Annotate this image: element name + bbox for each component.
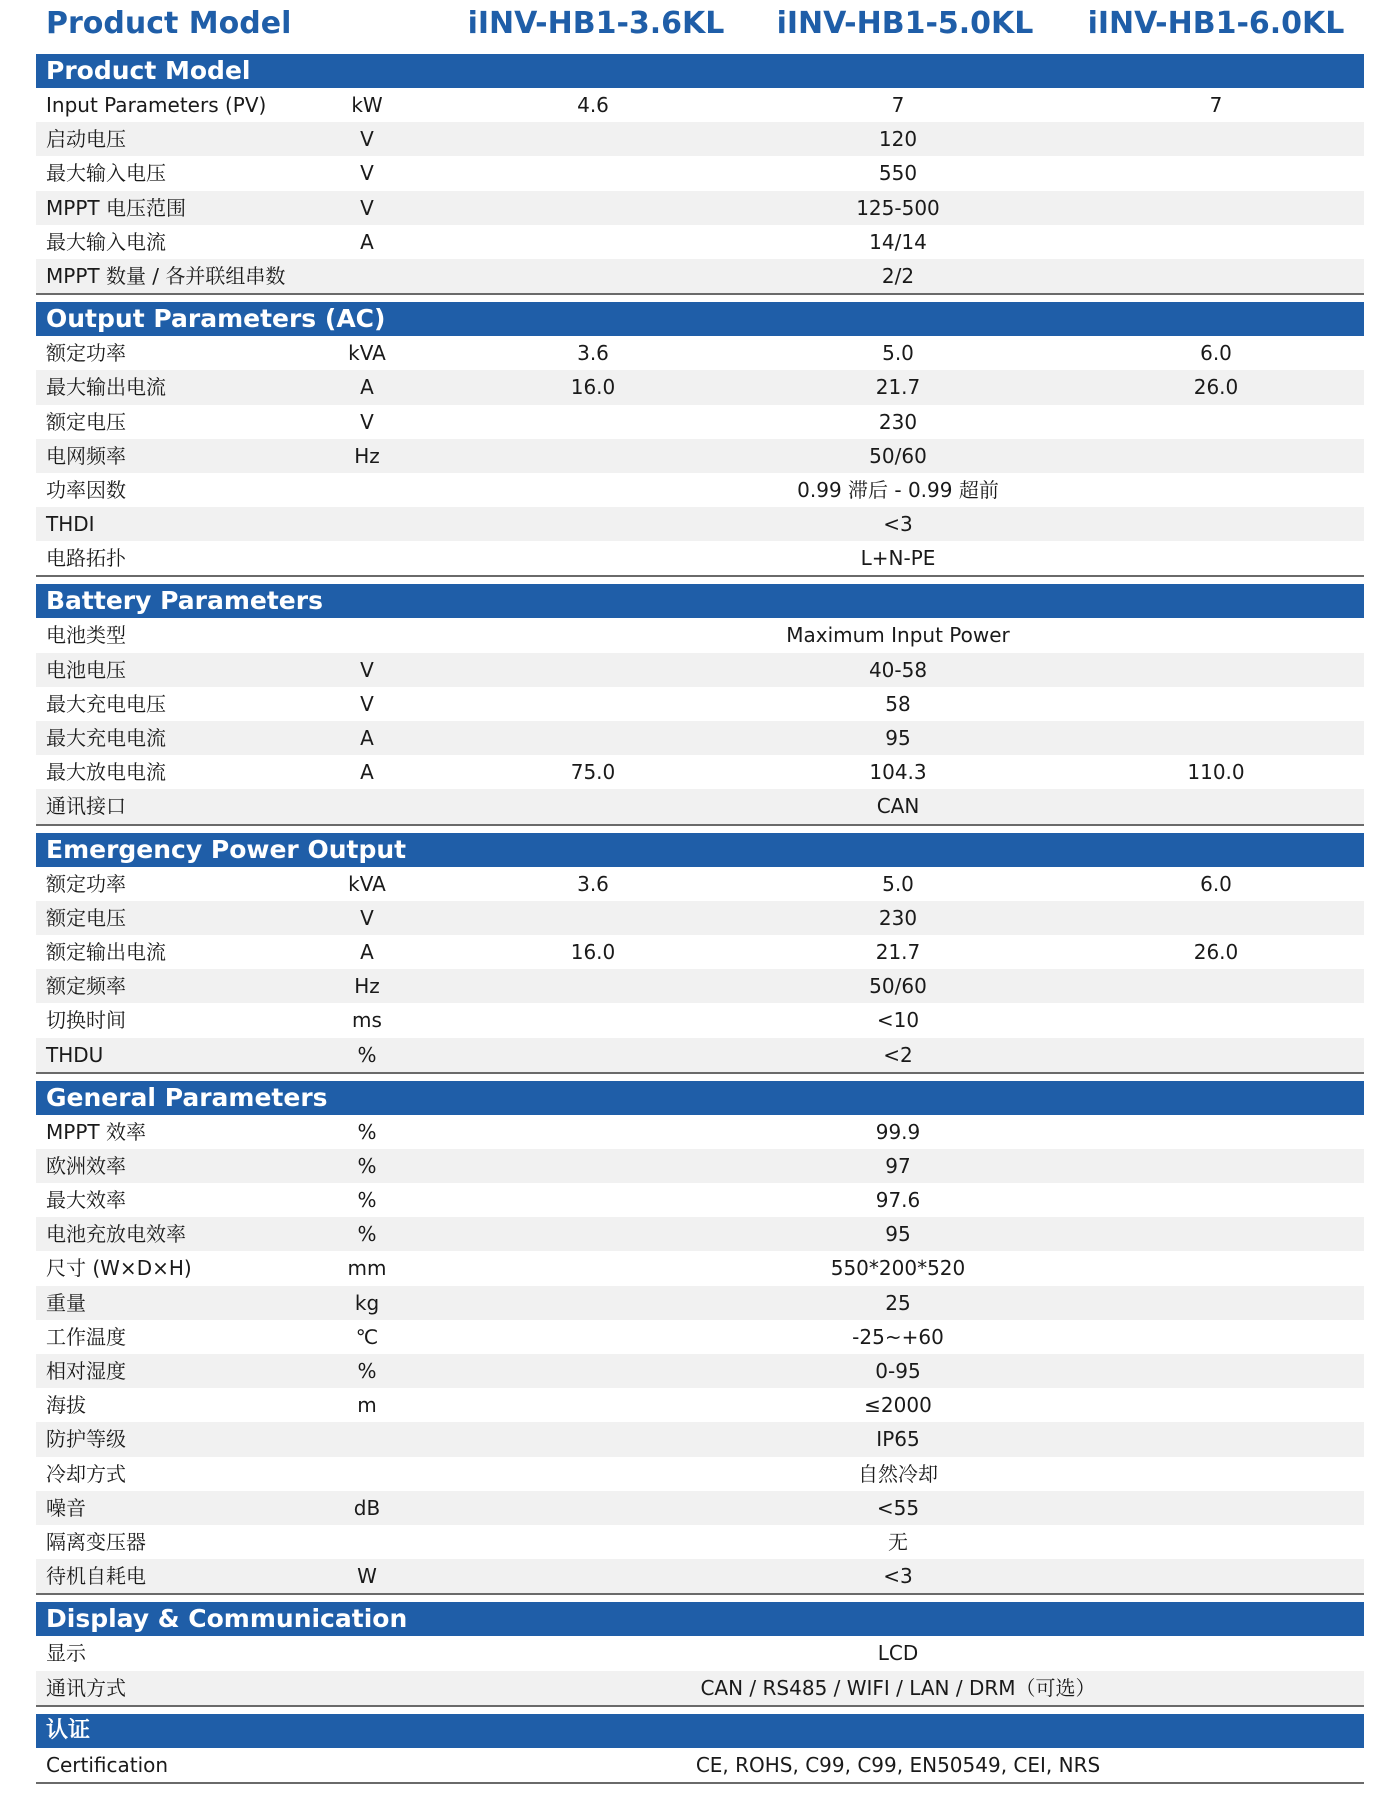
model-name-1: iINV-HB1-3.6KL xyxy=(467,6,725,41)
row-value-merged: LCD xyxy=(877,1641,919,1666)
row-label: 最大放电电流 xyxy=(46,760,166,785)
model-name-2: iINV-HB1-5.0KL xyxy=(776,6,1034,41)
row-label: 最大输出电流 xyxy=(46,375,166,400)
row-label: 最大充电电流 xyxy=(46,726,166,750)
row-label: 欧洲效率 xyxy=(46,1153,126,1178)
row-value-3: 26.0 xyxy=(1193,939,1239,964)
row-label: 最大输入电压 xyxy=(46,161,166,186)
row-label: 额定功率 xyxy=(46,341,126,366)
section-divider xyxy=(36,1593,1364,1595)
spec-row xyxy=(36,1320,1364,1354)
row-unit: V xyxy=(360,195,374,220)
row-value-2: 21.7 xyxy=(875,375,921,400)
row-label: 海拔 xyxy=(46,1393,86,1418)
spec-row xyxy=(36,370,1364,404)
spec-row xyxy=(36,259,1364,293)
row-label: 切换时间 xyxy=(46,1008,126,1033)
row-label: 噪音 xyxy=(46,1495,86,1520)
row-value-merged: 40-58 xyxy=(868,657,928,682)
row-unit: V xyxy=(360,691,374,716)
spec-row xyxy=(36,1183,1364,1217)
spec-row xyxy=(36,1388,1364,1422)
row-label: 电网频率 xyxy=(46,443,126,468)
row-value-3: 110.0 xyxy=(1187,760,1245,785)
row-value-3: 6.0 xyxy=(1200,341,1232,366)
row-unit: mm xyxy=(347,1256,387,1281)
spec-row xyxy=(36,1217,1364,1251)
spec-row xyxy=(36,1671,1364,1705)
row-value-merged: IP65 xyxy=(876,1427,920,1452)
row-unit: V xyxy=(360,409,374,434)
row-unit: % xyxy=(357,1153,377,1178)
section-divider xyxy=(36,1782,1364,1784)
row-label: 启动电压 xyxy=(46,127,126,152)
row-value-2: 21.7 xyxy=(875,939,921,964)
row-unit: kg xyxy=(354,1290,380,1315)
row-label: 额定输出电流 xyxy=(46,939,166,964)
row-value-2: 7 xyxy=(891,93,905,117)
row-value-merged: ≤2000 xyxy=(864,1393,932,1418)
row-value-merged: <10 xyxy=(876,1008,920,1033)
spec-row xyxy=(36,88,1364,122)
row-value-merged: 125-500 xyxy=(856,195,940,220)
header-title: Product Model xyxy=(46,6,292,41)
row-value-merged: 无 xyxy=(888,1529,908,1554)
row-unit: A xyxy=(360,939,374,964)
row-value-3: 7 xyxy=(1209,93,1223,117)
row-value-merged: Maximum Input Power xyxy=(786,623,1010,648)
row-unit: V xyxy=(360,657,374,682)
row-label: THDU xyxy=(46,1042,104,1067)
spec-row xyxy=(36,225,1364,259)
spec-row xyxy=(36,439,1364,473)
spec-row xyxy=(36,653,1364,687)
spec-row xyxy=(36,969,1364,1003)
row-value-merged: 95 xyxy=(885,1222,911,1247)
spec-row xyxy=(36,1003,1364,1037)
row-unit: % xyxy=(357,1119,377,1144)
row-value-merged: 120 xyxy=(878,127,918,152)
row-label: 隔离变压器 xyxy=(46,1529,146,1554)
row-value-merged: 550 xyxy=(878,161,918,186)
spec-row xyxy=(36,473,1364,507)
row-label: MPPT 电压范围 xyxy=(46,195,186,220)
spec-row xyxy=(36,336,1364,370)
row-label: 相对湿度 xyxy=(46,1359,126,1383)
row-unit: % xyxy=(357,1188,377,1213)
section-divider xyxy=(36,1705,1364,1707)
row-label: 尺寸 (W×D×H) xyxy=(46,1256,192,1281)
section-header: Emergency Power Output xyxy=(36,833,1364,867)
spec-row xyxy=(36,1038,1364,1072)
row-label: THDI xyxy=(46,512,95,537)
spec-row xyxy=(36,541,1364,575)
spec-row xyxy=(36,901,1364,935)
spec-row xyxy=(36,789,1364,823)
row-value-1: 16.0 xyxy=(570,375,616,400)
spec-table xyxy=(36,54,1364,1784)
row-value-merged: CAN xyxy=(876,794,920,819)
row-unit: V xyxy=(360,161,374,186)
row-label: 冷却方式 xyxy=(46,1461,126,1486)
row-value-merged: <55 xyxy=(876,1495,920,1520)
row-value-3: 26.0 xyxy=(1193,375,1239,400)
spec-row xyxy=(36,507,1364,541)
spec-row xyxy=(36,935,1364,969)
spec-row xyxy=(36,1636,1364,1670)
row-value-2: 104.3 xyxy=(869,760,927,785)
row-label: 额定电压 xyxy=(46,409,126,434)
spec-row xyxy=(36,1286,1364,1320)
row-label: MPPT 数量 / 各并联组串数 xyxy=(46,263,286,288)
spec-row xyxy=(36,1559,1364,1593)
section-header: 认证 xyxy=(36,1714,1364,1748)
spec-row xyxy=(36,1422,1364,1456)
row-value-merged: 97.6 xyxy=(875,1188,921,1213)
row-label: Certification xyxy=(46,1752,169,1777)
row-unit: V xyxy=(360,905,374,930)
row-value-2: 5.0 xyxy=(882,341,914,366)
row-value-2: 5.0 xyxy=(882,871,914,896)
row-value-merged: 0-95 xyxy=(875,1359,921,1383)
section-divider xyxy=(36,1072,1364,1074)
spec-row xyxy=(36,867,1364,901)
spec-row xyxy=(36,1251,1364,1285)
row-unit: % xyxy=(357,1042,377,1067)
row-label: 最大输入电流 xyxy=(46,229,166,254)
row-label: 通讯接口 xyxy=(46,794,126,819)
spec-row xyxy=(36,1525,1364,1559)
row-unit: kW xyxy=(351,93,383,117)
row-value-merged: -25~+60 xyxy=(852,1324,944,1349)
row-value-merged: 自然冷却 xyxy=(858,1461,938,1486)
row-label: MPPT 效率 xyxy=(46,1119,146,1144)
row-label: 显示 xyxy=(46,1641,86,1666)
row-label: 通讯方式 xyxy=(46,1675,126,1700)
row-label: 额定电压 xyxy=(46,905,126,930)
row-value-merged: L+N-PE xyxy=(860,546,936,571)
row-unit: kVA xyxy=(348,341,386,366)
row-value-1: 3.6 xyxy=(577,871,609,896)
section-header: Output Parameters (AC) xyxy=(36,302,1364,336)
row-value-merged: <3 xyxy=(883,1564,913,1589)
row-unit: % xyxy=(357,1359,377,1383)
row-value-merged: <3 xyxy=(883,512,913,537)
row-unit: Hz xyxy=(354,443,380,468)
row-label: 待机自耗电 xyxy=(46,1564,146,1589)
row-value-merged: CAN / RS485 / WIFI / LAN / DRM（可选） xyxy=(700,1675,1096,1700)
row-unit: ℃ xyxy=(355,1324,379,1349)
row-label: Input Parameters (PV) xyxy=(46,93,267,117)
section-header: General Parameters xyxy=(36,1081,1364,1115)
spec-row xyxy=(36,721,1364,755)
row-unit: % xyxy=(357,1222,377,1247)
section-header: Product Model xyxy=(36,54,1364,88)
section-header: Display & Communication xyxy=(36,1602,1364,1636)
row-value-merged: 95 xyxy=(885,726,911,750)
row-label: 额定频率 xyxy=(46,974,126,999)
row-value-merged: 230 xyxy=(878,905,918,930)
section-divider xyxy=(36,824,1364,826)
row-value-merged: 0.99 滞后 - 0.99 超前 xyxy=(797,477,999,502)
row-unit: A xyxy=(360,726,374,750)
row-value-merged: 25 xyxy=(885,1290,911,1315)
row-value-merged: 58 xyxy=(885,691,911,716)
section-divider xyxy=(36,293,1364,295)
spec-row xyxy=(36,1149,1364,1183)
spec-row xyxy=(36,1115,1364,1149)
row-label: 防护等级 xyxy=(46,1427,126,1452)
model-name-3: iINV-HB1-6.0KL xyxy=(1087,6,1345,41)
row-value-merged: CE, ROHS, C99, C99, EN50549, CEI, NRS xyxy=(695,1752,1101,1777)
row-value-merged: 550*200*520 xyxy=(830,1256,966,1281)
row-unit: A xyxy=(360,229,374,254)
spec-row xyxy=(36,1354,1364,1388)
row-unit: m xyxy=(357,1393,377,1418)
row-label: 电池充放电效率 xyxy=(46,1222,186,1247)
row-unit: A xyxy=(360,375,374,400)
spec-row xyxy=(36,122,1364,156)
row-value-merged: 99.9 xyxy=(875,1119,921,1144)
row-unit: ms xyxy=(352,1008,382,1033)
row-unit: W xyxy=(357,1564,377,1589)
row-value-merged: <2 xyxy=(883,1042,913,1067)
row-value-merged: 50/60 xyxy=(869,974,927,999)
row-label: 工作温度 xyxy=(46,1324,126,1349)
row-label: 最大效率 xyxy=(46,1188,126,1213)
row-value-merged: 14/14 xyxy=(869,229,927,254)
spec-row xyxy=(36,755,1364,789)
section-header: Battery Parameters xyxy=(36,584,1364,618)
spec-row xyxy=(36,191,1364,225)
row-label: 重量 xyxy=(46,1290,86,1315)
row-unit: V xyxy=(360,127,374,152)
row-unit: A xyxy=(360,760,374,785)
row-value-merged: 97 xyxy=(885,1153,911,1178)
row-unit: Hz xyxy=(354,974,380,999)
model-header xyxy=(0,0,1400,54)
section-divider xyxy=(36,575,1364,577)
spec-row xyxy=(36,1457,1364,1491)
row-label: 电路拓扑 xyxy=(46,546,126,571)
spec-row xyxy=(36,156,1364,190)
row-value-1: 75.0 xyxy=(570,760,616,785)
row-value-merged: 230 xyxy=(878,409,918,434)
row-label: 功率因数 xyxy=(46,477,126,502)
row-value-1: 4.6 xyxy=(577,93,609,117)
row-label: 电池类型 xyxy=(46,623,126,648)
row-unit: kVA xyxy=(348,871,386,896)
row-unit: dB xyxy=(353,1495,381,1520)
row-label: 最大充电电压 xyxy=(46,691,166,716)
row-label: 额定功率 xyxy=(46,871,126,896)
row-value-merged: 50/60 xyxy=(869,443,927,468)
spec-row xyxy=(36,1748,1364,1782)
spec-row xyxy=(36,405,1364,439)
spec-row xyxy=(36,687,1364,721)
row-value-1: 16.0 xyxy=(570,939,616,964)
row-value-1: 3.6 xyxy=(577,341,609,366)
row-value-3: 6.0 xyxy=(1200,871,1232,896)
row-label: 电池电压 xyxy=(46,657,126,682)
row-value-merged: 2/2 xyxy=(881,263,915,288)
spec-row xyxy=(36,618,1364,652)
spec-row xyxy=(36,1491,1364,1525)
